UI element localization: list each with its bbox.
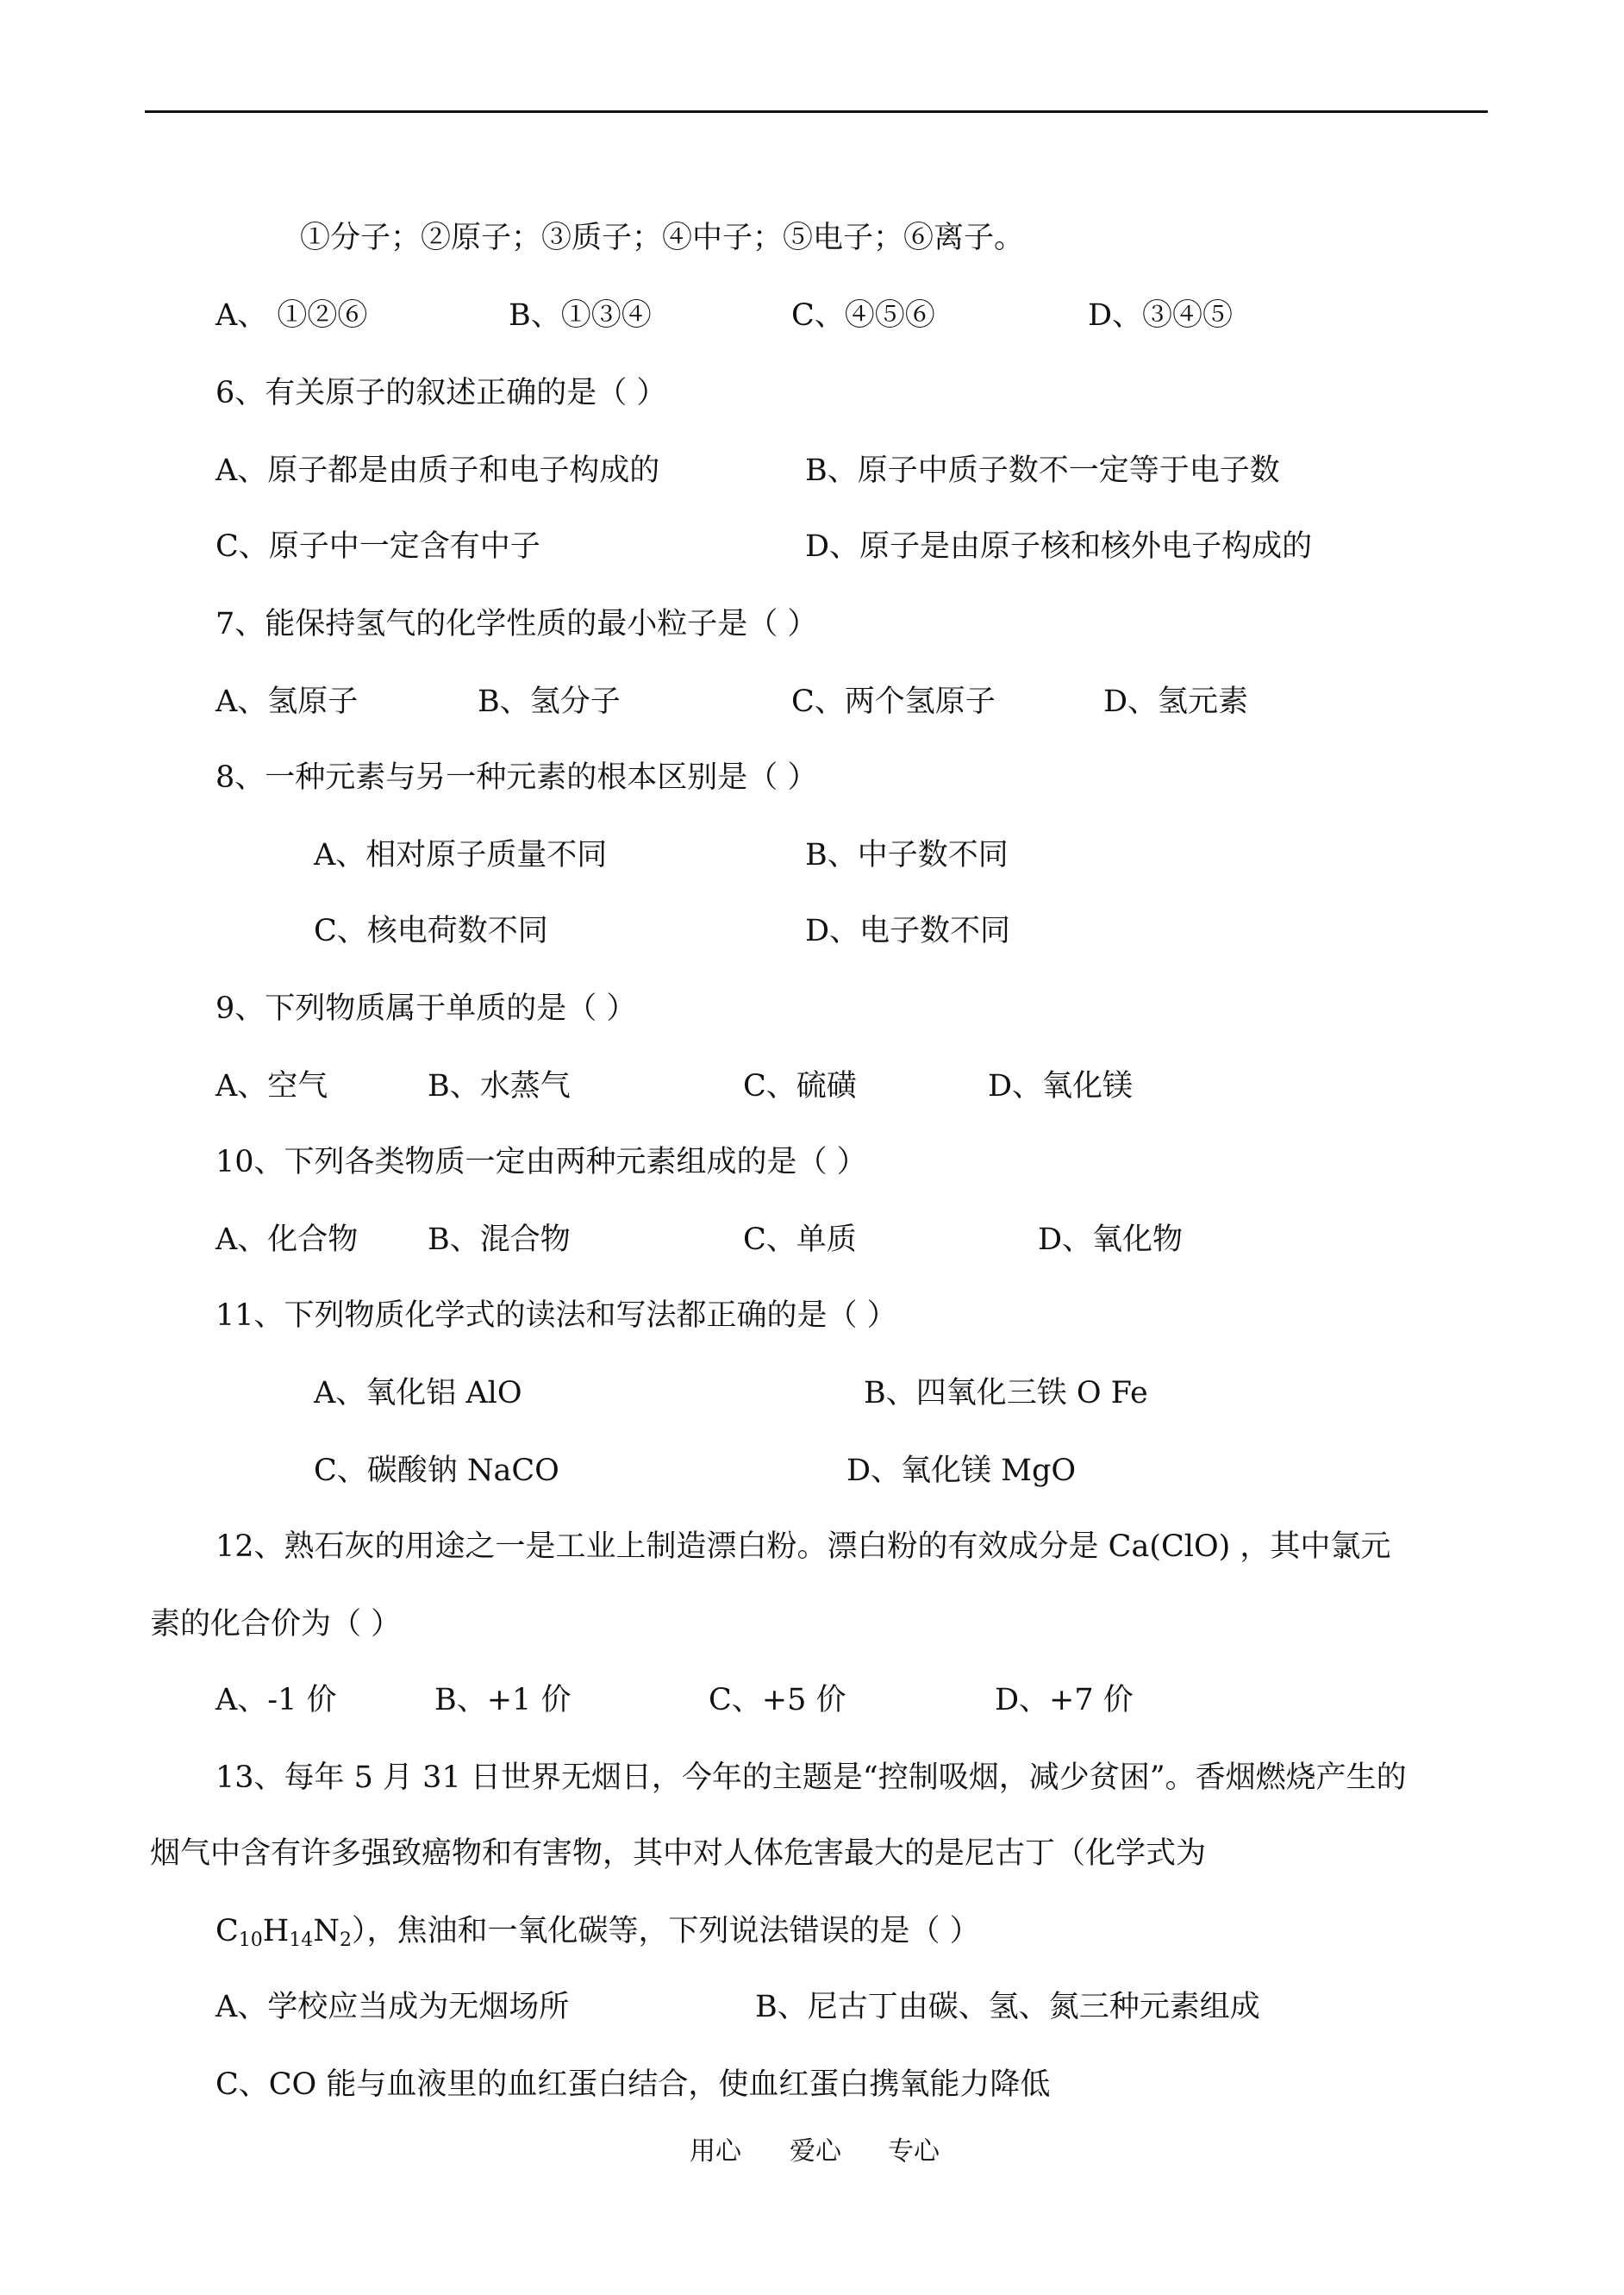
q11-option-c: C、碳酸钠 NaCO	[314, 1454, 559, 1488]
nicotine-formula: $C_{10}H_{14}N_2$	[215, 1914, 352, 1951]
q6-stem: 6、有关原子的叙述正确的是（ ）	[215, 376, 667, 410]
q13-option-b: B、尼古丁由碳、氢、氮三种元素组成	[755, 1990, 1260, 2024]
q6-option-a: A、原子都是由质子和电子构成的	[215, 453, 660, 488]
q13-option-c: C、CO 能与血液里的血红蛋白结合，使血红蛋白携氧能力降低	[215, 2067, 1051, 2102]
q8-option-c: C、核电荷数不同	[314, 914, 548, 948]
q11-option-a: A、氧化铝 AlO	[314, 1376, 522, 1410]
q5-option-d: D、③④⑤	[1088, 298, 1234, 333]
q10-stem: 10、下列各类物质一定由两种元素组成的是（ ）	[215, 1145, 867, 1179]
q10-option-d: D、氧化物	[1038, 1223, 1184, 1257]
q5-option-b: B、①③④	[509, 298, 652, 333]
q5-option-c: C、④⑤⑥	[791, 298, 935, 333]
q12-option-d: D、+7 价	[995, 1683, 1134, 1717]
q7-option-a: A、氢原子	[215, 685, 359, 719]
q8-option-d: D、电子数不同	[805, 914, 1011, 948]
q11-stem: 11、下列物质化学式的读法和写法都正确的是（ ）	[215, 1298, 897, 1333]
q9-option-c: C、硫磺	[743, 1069, 857, 1104]
q13-stem-line2: 烟气中含有许多强致癌物和有害物，其中对人体危害最大的是尼古丁（化学式为	[150, 1836, 1207, 1871]
q7-stem: 7、能保持氢气的化学性质的最小粒子是（ ）	[215, 607, 818, 641]
q9-stem: 9、下列物质属于单质的是（ ）	[215, 991, 637, 1026]
footer-text-1: 用心	[690, 2136, 741, 2167]
header-rule	[145, 110, 1488, 113]
q10-option-c: C、单质	[743, 1223, 857, 1257]
q6-option-d: D、原子是由原子核和核外电子构成的	[805, 529, 1313, 564]
q9-option-a: A、空气	[215, 1069, 328, 1104]
q13-option-a: A、学校应当成为无烟场所	[215, 1990, 570, 2024]
q12-option-b: B、+1 价	[434, 1683, 572, 1717]
footer-text-2: 爱心	[790, 2136, 841, 2167]
q7-option-d: D、氢元素	[1103, 685, 1249, 719]
q5-option-a: A、 ①②⑥	[215, 298, 368, 333]
q8-option-b: B、中子数不同	[805, 838, 1009, 872]
q12-option-a: A、-1 价	[215, 1683, 337, 1717]
q9-option-b: B、水蒸气	[428, 1069, 571, 1104]
q12-stem-line1: 12、熟石灰的用途之一是工业上制造漂白粉。漂白粉的有效成分是 Ca(ClO) ，其中氯元	[215, 1529, 1391, 1564]
q12-option-c: C、+5 价	[709, 1683, 846, 1717]
q10-option-a: A、化合物	[215, 1223, 359, 1257]
footer-text-3: 专心	[888, 2136, 940, 2167]
q6-option-b: B、原子中质子数不一定等于电子数	[805, 453, 1280, 488]
q13-stem-line3: $C_{10}H_{14}N_2$），焦油和一氧化碳等，下列说法错误的是（ ）	[215, 1914, 980, 1951]
q8-option-a: A、相对原子质量不同	[314, 838, 608, 872]
q11-option-d: D、氧化镁 MgO	[846, 1454, 1077, 1488]
particle-list: ①分子；②原子；③质子；④中子；⑤电子；⑥离子。	[300, 221, 1025, 255]
q6-option-c: C、原子中一定含有中子	[215, 529, 540, 564]
q13-stem-line1: 13、每年 5 月 31 日世界无烟日，今年的主题是“控制吸烟，减少贫困”。香烟燃烧产生的	[215, 1760, 1407, 1795]
q8-stem: 8、一种元素与另一种元素的根本区别是（ ）	[215, 760, 818, 795]
q12-stem-line2: 素的化合价为（ ）	[150, 1607, 402, 1642]
q9-option-d: D、氧化镁	[988, 1069, 1134, 1104]
q7-option-b: B、氢分子	[478, 685, 621, 719]
q11-option-b: B、四氧化三铁 O Fe	[864, 1376, 1148, 1410]
q10-option-b: B、混合物	[428, 1223, 571, 1257]
q7-option-c: C、两个氢原子	[791, 685, 996, 719]
